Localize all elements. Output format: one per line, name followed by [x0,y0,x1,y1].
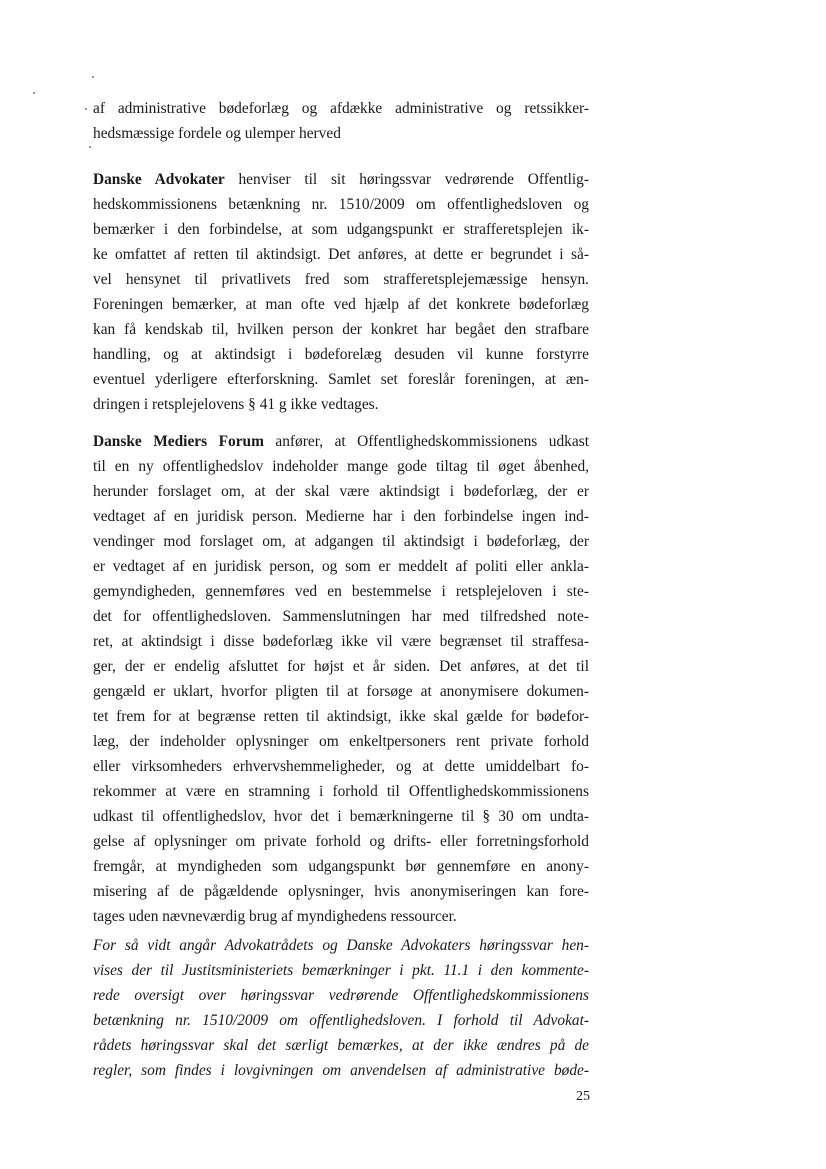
text-line: tages uden nævneværdig brug af myndighedens ressourcer. [93,908,457,925]
text-line: rede oversigt over høringssvar vedrørende Offentlighedskommissionens [93,987,589,1004]
page-number: 25 [576,1089,590,1104]
text-line: herunder forslaget om, at der skal være aktindsigt i bødeforlæg, der er [93,483,589,500]
ministry-comment-paragraph [93,933,589,1083]
text-line: det for offentlighedsloven. Sammenslutningen har med tilfredshed note- [93,608,589,625]
text-line: regler, som findes i lovgivningen om anvendelsen af administrative bøde- [93,1062,589,1079]
text-line: For så vidt angår Advokatrådets og Danske Advokaters høringssvar hen- [93,937,589,954]
text-line: dringen i retsplejelovens § 41 g ikke vedtages. [93,396,379,413]
text-line: betænkning nr. 1510/2009 om offentlighedsloven. I forhold til Advokat- [93,1012,589,1029]
scan-speck [89,146,91,148]
text-line: til en ny offentlighedslov indeholder mange gode tiltag til øget åbenhed, [93,458,589,475]
text-line: vedtaget af en juridisk person. Medierne har i den forbindelse ingen ind- [93,508,589,525]
organization-name: Danske Advokater [93,171,225,188]
organization-name: Danske Mediers Forum [93,433,264,450]
text-line: er vedtaget af en juridisk person, og som er meddelt af politi eller ankla- [93,558,589,575]
text-line: fremgår, at myndigheden som udgangspunkt bør gennemføre en anony- [93,858,589,875]
text-line: Danske Mediers Forum anfører, at Offentlighedskommissionens udkast [93,433,589,450]
text-line: Danske Advokater henviser til sit høringssvar vedrørende Offentlig- [93,171,589,188]
text-line: hedskommissionens betænkning nr. 1510/2009 om offentlighedsloven og [93,196,589,213]
text-line: rekommer at være en stramning i forhold til Offentlighedskommissionens [93,783,589,800]
text-line: vel hensynet til privatlivets fred som strafferetsplejemæssige hensyn. [93,271,589,288]
text-line: gelse af oplysninger om private forhold og drifts- eller forretningsforhold [93,833,589,850]
text-line: rådets høringssvar skal det særligt bemærkes, at der ikke ændres på de [93,1037,589,1054]
intro-paragraph [93,96,589,146]
text-line: vendinger mod forslaget om, at adgangen til aktindsigt i bødeforlæg, der [93,533,589,550]
text-line: bemærker i den forbindelse, at som udgangspunkt er strafferetsplejen ik- [93,221,589,238]
text-line: vises der til Justitsministeriets bemærkninger i pkt. 11.1 i den kommente- [93,962,589,979]
scan-speck [85,108,87,110]
danske-mediers-forum-paragraph [93,429,589,929]
text-line: hedsmæssige fordele og ulemper herved [93,125,341,142]
text-line: handling, og at aktindsigt i bødeforelæg desuden vil kunne forstyrre [93,346,589,363]
text-line: gemyndigheden, gennemføres ved en bestemmelse i retsplejeloven i ste- [93,583,589,600]
text-line: misering af de pågældende oplysninger, hvis anonymiseringen kan fore- [93,883,589,900]
text-line: tet frem for at begrænse retten til aktindsigt, ikke skal gælde for bødefor- [93,708,589,725]
scan-speck [33,92,35,94]
text-line: eventuel yderligere efterforskning. Samlet set foreslår foreningen, at æn- [93,371,589,388]
text-line: ger, der er endelig afsluttet for højst et år siden. Det anføres, at det til [93,658,589,675]
text-line: kan få kendskab til, hvilken person der konkret har begået den strafbare [93,321,589,338]
text-line: ret, at aktindsigt i disse bødeforlæg ikke vil være begrænset til straffesa- [93,633,589,650]
text-line: læg, der indeholder oplysninger om enkeltpersoners rent private forhold [93,733,589,750]
text-line: eller virksomheders erhvervshemmeligheder, og at dette umiddelbart fo- [93,758,589,775]
text-line: gengæld er uklart, hvorfor pligten til at forsøge at anonymisere dokumen- [93,683,589,700]
scan-speck [92,76,94,78]
text-line: Foreningen bemærker, at man ofte ved hjælp af det konkrete bødeforlæg [93,296,589,313]
text-line: af administrative bødeforlæg og afdække administrative og retssikker- [93,100,589,117]
danske-advokater-paragraph [93,167,589,417]
text-line: ke omfattet af retten til aktindsigt. Det anføres, at dette er begrundet i så- [93,246,589,263]
text-line: udkast til offentlighedslov, hvor det i bemærkningerne til § 30 om undta- [93,808,589,825]
